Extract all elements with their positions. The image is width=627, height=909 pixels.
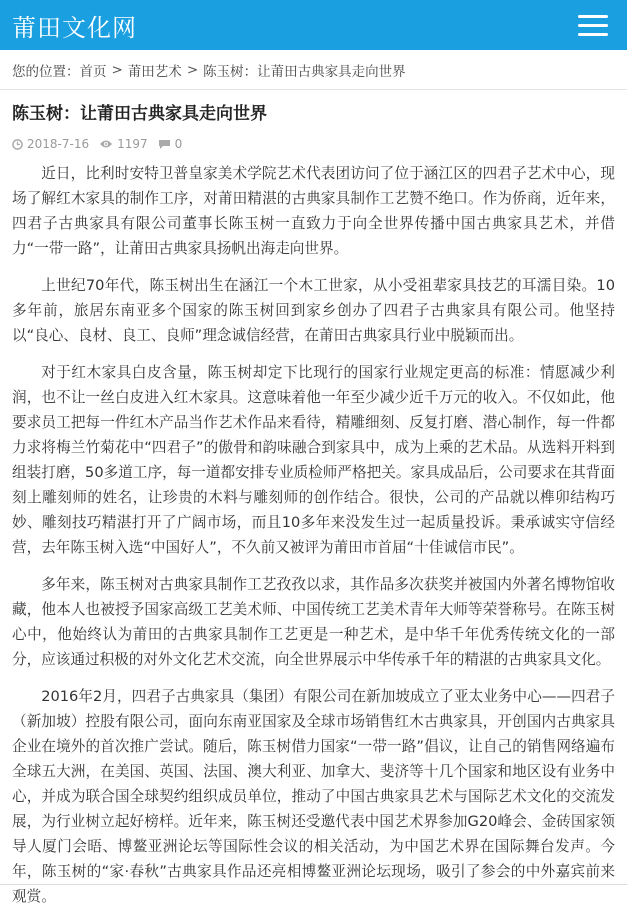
- breadcrumb-label: 您的位置：: [12, 63, 80, 80]
- article-paragraph: 2016年2月，四君子古典家具（集团）有限公司在新加坡成立了亚太业务中心——四君子（新加坡）控股有限公司，面向东南亚国家及全球市场销售红木古典家具，开创国内古典家具企业在境外的首次推广尝试。随后，陈玉树借力国家“一带一路”倡议，让自己的销售网络遍布全球五大洲，在美国、英国、法国、澳大利亚、加拿大、斐济等十几个国家和地区设有业务中心，并成为联合国全球契约组织成员单位，推动了中国古典家具艺术与国际艺术文化的交流发展，为行业树立起好榜样。近年来，陈玉树还受邀代表中国艺术界参加G20峰会、金砖国家领导人厦门会晤、博鳌亚洲论坛等国际性会议的相关活动，为中国艺术界在国际舞台发声。今年，陈玉树的“家·春秋”古典家具作品还亮相博鳌亚洲论坛现场，吸引了参会的中外嘉宾前来观赏。: [12, 688, 615, 905]
- comments-count: 0: [174, 137, 183, 151]
- menu-bar: [578, 15, 608, 18]
- clock-icon: [12, 139, 23, 150]
- article-title: 陈玉树：让莆田古典家具走向世界: [12, 104, 267, 124]
- article-paragraph: 近日，比利时安特卫普皇家美术学院艺术代表团访问了位于涵江区的四君子艺术中心，现场了解红木家具的制作工序，对莆田精湛的古典家具制作工艺赞不绝口。作为侨商，近年来，四君子古典家具有限公司董事长陈玉树一直致力于向全世界传播中国古典家具艺术，并借力“一带一路”，让莆田古典家具扬帆出海走向世界。: [12, 165, 615, 257]
- site-title[interactable]: 莆田文化网: [12, 13, 137, 42]
- breadcrumb-separator: >: [111, 61, 123, 78]
- article-paragraph: 上世纪70年代，陈玉树出生在涵江一个木工世家，从小受祖辈家具技艺的耳濡目染。10多年前，旅居东南亚多个国家的陈玉树回到家乡创办了四君子古典家具有限公司。他坚持以“良心、良材、良工、良师”理念诚信经营，在莆田古典家具行业中脱颖而出。: [12, 277, 615, 344]
- views-count: 1197: [117, 137, 148, 151]
- divider: [0, 884, 627, 885]
- menu-bar: [578, 24, 608, 27]
- breadcrumb: [0, 50, 627, 90]
- menu-icon[interactable]: [571, 0, 615, 50]
- menu-bar: [578, 33, 608, 36]
- article-paragraph: 对于红木家具白皮含量，陈玉树却定下比现行的国家行业规定更高的标准：情愿减少利润，也不让一丝白皮进入红木家具。这意味着他一年至少减少近千万元的收入。不仅如此，他要求员工把每一件红木产品当作艺术作品来看待，精雕细刻、反复打磨、潜心制作，每一件都力求将梅兰竹菊花中“四君子”的傲骨和韵味融合到家具中，成为上乘的艺术品。从选料开料到组装打磨，50多道工序，每一道都安排专业质检师严格把关。家具成品后，公司要求在其背面刻上雕刻师的姓名，让珍贵的木料与雕刻师的创作结合。很快，公司的产品就以榫卯结构巧妙、雕刻技巧精湛打开了广阔市场，而且10多年来没发生过一起质量投诉。秉承诚实守信经营，去年陈玉树入选“中国好人”，不久前又被评为莆田市首届“十佳诚信市民”。: [12, 364, 615, 556]
- article: [0, 90, 627, 909]
- breadcrumb-separator: >: [186, 61, 199, 78]
- meta-comments: [158, 137, 183, 151]
- site-header: [0, 0, 627, 50]
- meta-date: [12, 137, 89, 151]
- meta-views: [99, 137, 148, 151]
- date-text: 2018-7-16: [27, 137, 90, 151]
- breadcrumb-home-link[interactable]: 首页: [79, 63, 107, 80]
- article-paragraph: 多年来，陈玉树对古典家具制作工艺孜孜以求，其作品多次获奖并被国内外著名博物馆收藏，他本人也被授予国家高级工艺美术师、中国传统工艺美术青年大师等荣誉称号。在陈玉树心中，他始终认为莆田的古典家具制作工艺更是一种艺术，是中华千年优秀传统文化的一部分，应该通过积极的对外文化艺术交流，向全世界展示中华传承千年的精湛的古典家具文化。: [12, 576, 615, 668]
- comment-icon: [158, 139, 171, 150]
- eye-icon: [99, 139, 113, 149]
- breadcrumb-current: 陈玉树：让莆田古典家具走向世界: [203, 63, 406, 80]
- article-meta: [12, 135, 615, 153]
- article-content: [12, 161, 615, 909]
- breadcrumb-category-link[interactable]: 莆田艺术: [127, 63, 182, 80]
